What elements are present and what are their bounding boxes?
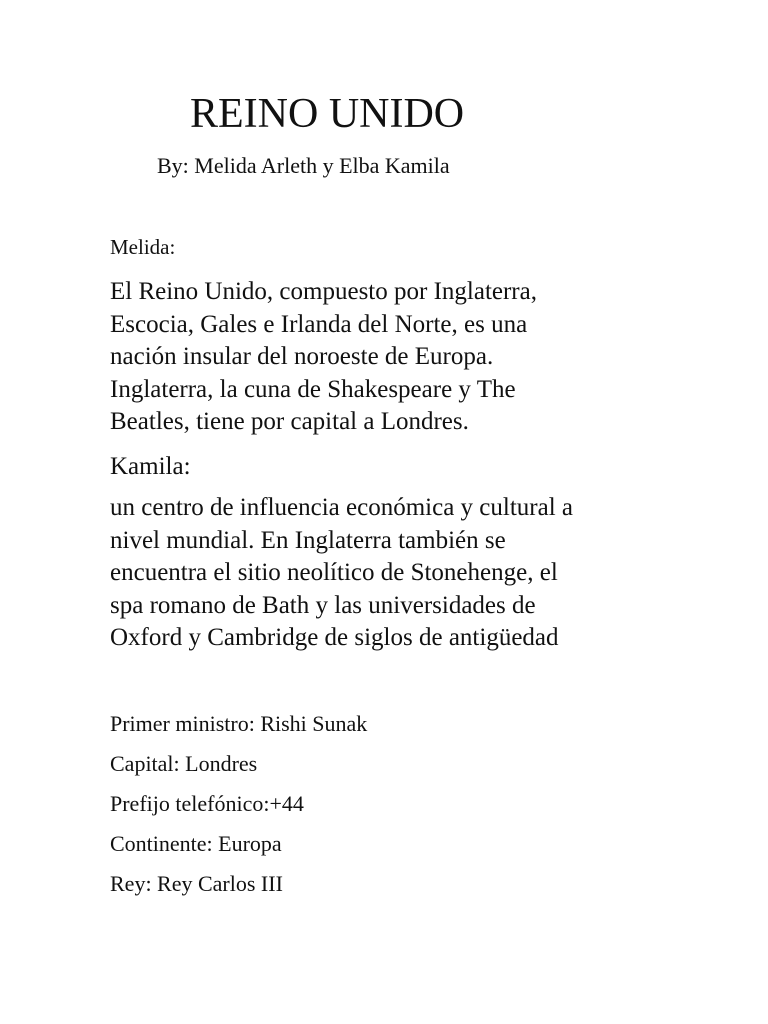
- paragraph-line: Inglaterra, la cuna de Shakespeare y The: [110, 375, 516, 403]
- speaker-label-kamila: Kamila:: [110, 453, 191, 480]
- speaker-label-melida: Melida:: [110, 235, 176, 259]
- paragraph-line: El Reino Unido, compuesto por Inglaterra,: [110, 278, 537, 305]
- paragraph-kamila: [110, 492, 710, 655]
- paragraph-line: nación insular del noroeste de Europa.: [110, 343, 494, 370]
- paragraph-line: un centro de influencia económica y cultural a: [110, 494, 573, 521]
- paragraph-line: nivel mundial. En Inglaterra también se: [110, 526, 506, 554]
- fact-continent: Continente: Europa: [110, 831, 282, 856]
- byline: By: Melida Arleth y Elba Kamila: [157, 153, 450, 178]
- paragraph-melida: [110, 276, 710, 439]
- fact-king: Rey: Rey Carlos III: [110, 871, 283, 896]
- fact-capital: Capital: Londres: [110, 751, 258, 776]
- fact-prime-minister: Primer ministro: Rishi Sunak: [110, 711, 368, 736]
- paragraph-line: Beatles, tiene por capital a Londres.: [110, 408, 469, 435]
- facts-list: [110, 709, 367, 909]
- paragraph-line: Escocia, Gales e Irlanda del Norte, es una: [110, 310, 528, 338]
- document-title: REINO UNIDO: [190, 91, 465, 137]
- fact-phone-prefix: Prefijo telefónico:+44: [110, 791, 304, 816]
- paragraph-line: encuentra el sitio neolítico de Stonehenge, el: [110, 559, 558, 586]
- paragraph-line: spa romano de Bath y las universidades de: [110, 591, 536, 619]
- paragraph-line: Oxford y Cambridge de siglos de antigüedad: [110, 624, 559, 651]
